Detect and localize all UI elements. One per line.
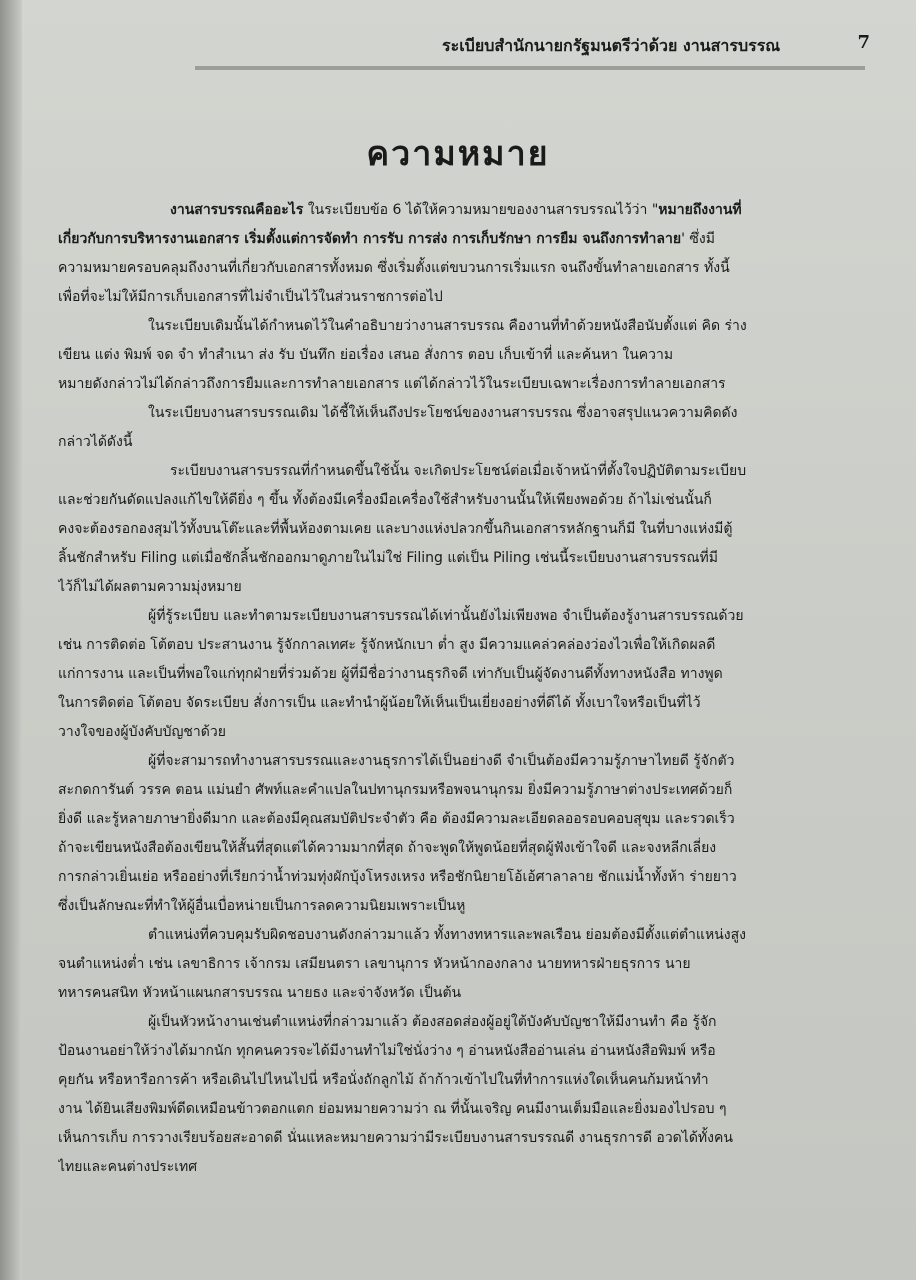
- text-line: [58, 602, 858, 631]
- text-line: [58, 283, 858, 312]
- line-text: เห็นการเก็บ การวางเรียบร้อยสะอาดดี นั่นแหละหมายความว่ามีระเบียบงานสารบรรณดี งานธุรการดี อวดได้ทั้งคน: [58, 1130, 733, 1146]
- text-line: [58, 1124, 858, 1153]
- bold-text: เกี่ยวกับการบริหารงานเอกสาร เริ่มตั้งแต่การจัดทำ การรับ การส่ง การเก็บรักษา การยืม จนถึงการทำลาย: [58, 231, 682, 247]
- text-line: [58, 341, 858, 370]
- section-title: ความหมาย: [366, 134, 550, 174]
- text-line: [58, 254, 858, 283]
- line-text: ไทยและคนต่างประเทศ: [58, 1159, 198, 1175]
- text-line: [58, 1008, 858, 1037]
- line-text: ระเบียบงานสารบรรณที่กำหนดขึ้นใช้นั้น จะเกิดประโยชน์ต่อเมื่อเจ้าหน้าที่ตั้งใจปฏิบัติตามระเบียบ: [170, 463, 747, 479]
- line-text: จนตำแหน่งต่ำ เช่น เลขาธิการ เจ้ากรม เสมียนตรา เลขานุการ หัวหน้ากองกลาง นายทหารฝ่ายธุรการ นาย: [58, 956, 691, 972]
- line-text: วางใจของผู้บังคับบัญชาด้วย: [58, 724, 226, 740]
- line-text: ผู้ที่รู้ระเบียบ และทำตามระเบียบงานสารบรรณได้เท่านั้นยังไม่เพียงพอ จำเป็นต้องรู้งานสารบรรณด้วย: [148, 608, 744, 624]
- line-text: ไว้ก็ไม่ได้ผลตามความมุ่งหมาย: [58, 579, 242, 595]
- text-line: [58, 573, 858, 602]
- line-text: งาน ได้ยินเสียงพิมพ์ดีดเหมือนข้าวตอกแตก ย่อมหมายความว่า ณ ที่นั้นเจริญ คนมีงานเต็มมือและยิ่งมองไปรอบ ๆ: [58, 1101, 727, 1117]
- page-edge-shadow: [0, 0, 22, 1280]
- line-text: แก่การงาน และเป็นที่พอใจแก่ทุกฝ่ายที่ร่วมด้วย ผู้ที่มีชื่อว่างานธุรกิจดี เท่ากับเป็นผู้จัดงานดีทั้งทางหนังสือ ทางพูด: [58, 666, 723, 682]
- line-text: ในระเบียบเดิมนั้นได้กำหนดไว้ในคำอธิบายว่างานสารบรรณ คืองานที่ทำด้วยหนังสือนับตั้งแต่ คิด ร่าง: [148, 318, 747, 334]
- text-line: [58, 196, 858, 225]
- text-line: [58, 1066, 858, 1095]
- line-text: สะกดการันต์ วรรค ตอน แม่นยำ ศัพท์และคำแปลในปทานุกรมหรือพจนานุกรม ยิ่งมีความรู้ภาษาต่างประเทศด้วยก็: [58, 782, 733, 798]
- line-text: ทหารคนสนิท หัวหน้าแผนกสารบรรณ นายธง และจ่าจังหวัด เป็นต้น: [58, 985, 462, 1001]
- text-line: [58, 805, 858, 834]
- body-text: [58, 196, 858, 1182]
- text-line: [58, 457, 858, 486]
- line-text: ในการติดต่อ โต้ตอบ จัดระเบียบ สั่งการเป็น และทำนำผู้น้อยให้เห็นเป็นเยี่ยงอย่างที่ดีได้ ทั้งเบาใจหรือเป็นที่ไว้: [58, 695, 701, 711]
- line-text: เพื่อที่จะไม่ให้มีการเก็บเอกสารที่ไม่จำเป็นไว้ในส่วนราชการต่อไป: [58, 289, 443, 305]
- text-line: [58, 1095, 858, 1124]
- line-text: และช่วยกันดัดแปลงแก้ไขให้ดียิ่ง ๆ ขึ้น ทั้งต้องมีเครื่องมือเครื่องใช้สำหรับงานนั้นให้เพียงพอด้วย ถ้าไม่เช่นนั้นก็: [58, 492, 712, 508]
- line-text: ยิ่งดี และรู้หลายภาษายิ่งดีมาก และต้องมีคุณสมบัติประจำตัว คือ ต้องมีความละเอียดลออรอบคอบสุขุม และรวดเร็ว: [58, 811, 735, 827]
- text-line: [58, 776, 858, 805]
- text-line: [58, 689, 858, 718]
- line-text: การกล่าวเยิ่นเย่อ หรืออย่างที่เรียกว่าน้ำท่วมทุ่งผักบุ้งโหรงเหรง หรือชักนิยายโอ้เอ้ศาลาลาย ชักแม่น้ำทั้งห้า ร่ายยาว: [58, 869, 737, 885]
- text-line: [58, 225, 858, 254]
- bold-text: งานสารบรรณคืออะไร: [170, 202, 304, 218]
- line-text: ' ซึ่งมี: [681, 231, 715, 247]
- line-text: ลิ้นชักสำหรับ Filing แต่เมื่อชักลิ้นชักออกมาดูภายในไม่ใช่ Filing แต่เป็น Piling เช่นนี้ระเบียบงานสารบรรณที่มี: [58, 550, 718, 566]
- text-line: [58, 312, 858, 341]
- text-line: [58, 892, 858, 921]
- text-line: [58, 718, 858, 747]
- line-text: เช่น การติดต่อ โต้ตอบ ประสานงาน รู้จักกาลเทศะ รู้จักหนักเบา ต่ำ สูง มีความแคล่วคล่องว่องไวเพื่อให้เกิดผลดี: [58, 637, 716, 653]
- text-line: [58, 660, 858, 689]
- line-text: คงจะต้องรอกองสุมไว้ทั้งบนโต๊ะและที่พื้นห้องตามเคย และบางแห่งปลวกขึ้นกินเอกสารหลักฐานก็มี ในที่บางแห่งมีตู้: [58, 521, 733, 537]
- line-text: ถ้าจะเขียนหนังสือต้องเขียนให้สั้นที่สุดแต่ได้ความมากที่สุด ถ้าจะพูดให้พูดน้อยที่สุดผู้ฟังเข้าใจดี และจงหลีกเลี่ยง: [58, 840, 717, 856]
- line-text: ผู้ที่จะสามารถทำงานสารบรรณและงานธุรการได้เป็นอย่างดี จำเป็นต้องมีความรู้ภาษาไทยดี รู้จักตัว: [148, 753, 735, 769]
- text-line: [58, 747, 858, 776]
- line-text: กล่าวได้ดังนี้: [58, 434, 133, 450]
- line-text: ในระเบียบงานสารบรรณเดิม ได้ชี้ให้เห็นถึงประโยชน์ของงานสารบรรณ ซึ่งอาจสรุปแนวความคิดดัง: [148, 405, 738, 421]
- line-text: คุยกัน หรือหารือการค้า หรือเดินไปไหนไปนี่ หรือนั่งถักลูกไม้ ถ้าก้าวเข้าไปในที่ทำการแห่งใดเห็นคนก้มหน้าทำ: [58, 1072, 709, 1088]
- line-text: ในระเบียบข้อ 6 ได้ให้ความหมายของงานสารบรรณไว้ว่า ": [303, 202, 659, 218]
- running-header: [330, 34, 870, 64]
- running-title: ระเบียบสำนักนายกรัฐมนตรีว่าด้วย งานสารบรรณ: [442, 36, 781, 55]
- line-text: ความหมายครอบคลุมถึงงานที่เกี่ยวกับเอกสารทั้งหมด ซึ่งเริ่มตั้งแต่ขบวนการเริ่มแรก จนถึงขั้นทำลายเอกสาร ทั้งนี้: [58, 260, 730, 276]
- bold-text: หมายถึงงานที่: [658, 202, 742, 218]
- text-line: [58, 950, 858, 979]
- text-line: [58, 428, 858, 457]
- text-line: [58, 631, 858, 660]
- text-line: [58, 1037, 858, 1066]
- line-text: หมายดังกล่าวไม่ได้กล่าวถึงการยืมและการทำลายเอกสาร แต่ได้กล่าวไว้ในระเบียบเฉพาะเรื่องการทำลายเอกสาร: [58, 376, 726, 392]
- text-line: [58, 863, 858, 892]
- line-text: ป้อนงานอย่าให้ว่างได้มากนัก ทุกคนควรจะได้มีงานทำไม่ใช่นั่งว่าง ๆ อ่านหนังสืออ่านเล่น อ่านหนังสือพิมพ์ หรือ: [58, 1043, 716, 1059]
- text-line: [58, 921, 858, 950]
- header-rule: [195, 66, 865, 70]
- line-text: ผู้เป็นหัวหน้างานเช่นตำแหน่งที่กล่าวมาแล้ว ต้องสอดส่องผู้อยู่ใต้บังคับบัญชาให้มีงานทำ คือ รู้จัก: [148, 1014, 717, 1030]
- text-line: [58, 834, 858, 863]
- text-line: [58, 486, 858, 515]
- page-number: 7: [857, 32, 870, 53]
- text-line: [58, 515, 858, 544]
- line-text: เขียน แต่ง พิมพ์ จด จำ ทำสำเนา ส่ง รับ บันทึก ย่อเรื่อง เสนอ สั่งการ ตอบ เก็บเข้าที่ และค้นหา ในความ: [58, 347, 674, 363]
- text-line: [58, 1153, 858, 1182]
- line-text: ซึ่งเป็นลักษณะที่ทำให้ผู้อื่นเบื่อหน่ายเป็นการลดความนิยมเพราะเป็นหู: [58, 898, 466, 914]
- text-line: [58, 544, 858, 573]
- line-text: ตำแหน่งที่ควบคุมรับผิดชอบงานดังกล่าวมาแล้ว ทั้งทางทหารและพลเรือน ย่อมต้องมีตั้งแต่ตำแหน่งสูง: [148, 927, 746, 943]
- text-line: [58, 979, 858, 1008]
- text-line: [58, 370, 858, 399]
- text-line: [58, 399, 858, 428]
